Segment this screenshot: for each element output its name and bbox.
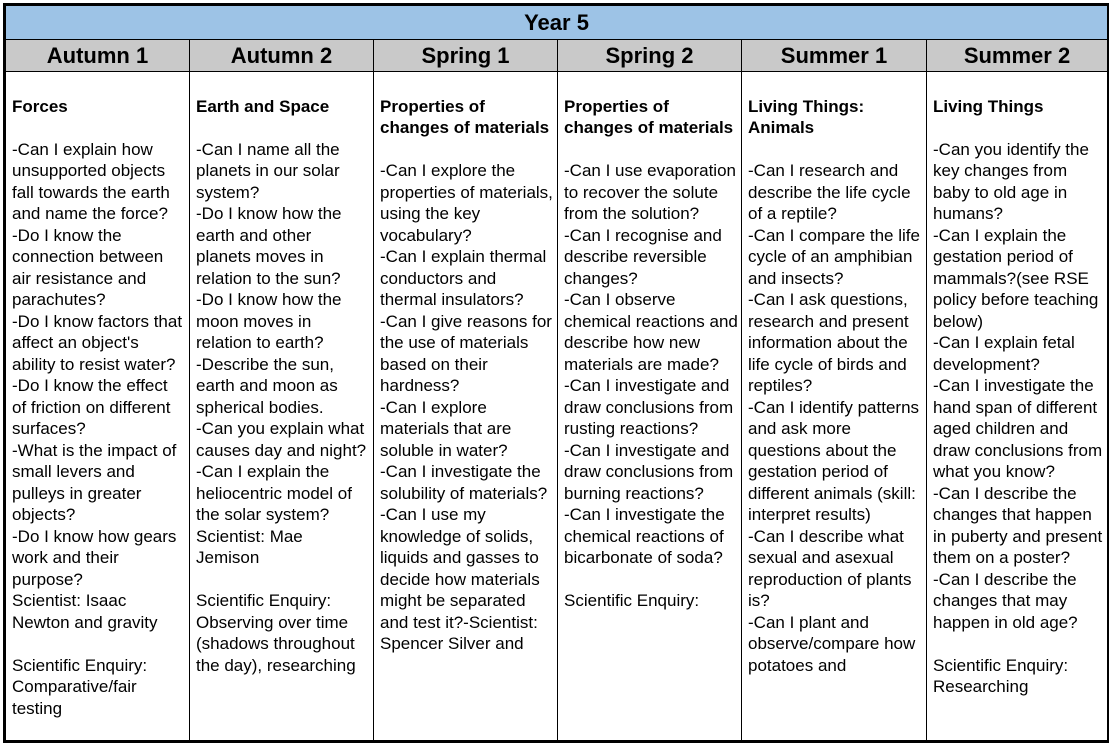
topic-heading: Forces xyxy=(12,96,68,116)
curriculum-table-frame xyxy=(3,3,1109,743)
term-header-summer-1: Summer 1 xyxy=(742,40,927,72)
term-cell-autumn-2 xyxy=(190,72,374,741)
topic-questions: -Can I explore the properties of materials, using the key vocabulary? -Can I explain thermal conductors and thermal insulators? -Can I give reasons for the use of materials based on their hardness? -Can I explore materials that are soluble in water? -Can I investigate the solubility of materials? -Can I use my knowledge of solids, liquids and gasses to decide how materials might be separated and test it?-Scientist: Spencer Silver and xyxy=(380,161,553,653)
curriculum-table xyxy=(5,5,1108,741)
year-title: Year 5 xyxy=(6,6,1108,40)
term-cell-autumn-1 xyxy=(6,72,190,741)
term-header-autumn-2: Autumn 2 xyxy=(190,40,374,72)
term-cell-spring-1 xyxy=(374,72,558,741)
topic-heading: Living Things xyxy=(933,96,1044,116)
topic-questions: -Can I research and describe the life cycle of a reptile? -Can I compare the life cycle of an amphibian and insects? -Can I ask questions, research and present information about the life cycle of birds and reptiles? -Can I identify patterns and ask more questions about the gestation period of different animals (skill: interpret results) -Can I describe what sexual and asexual reproduction of plants is? -Can I plant and observe/compare how potatoes and xyxy=(748,161,920,675)
term-cell-summer-1 xyxy=(742,72,927,741)
term-cell-spring-2 xyxy=(558,72,742,741)
topic-heading: Properties of changes of materials xyxy=(564,96,734,137)
topic-questions: -Can I explain how unsupported objects fall towards the earth and name the force? -Do I know the connection between air resistance and parachutes? -Do I know factors that affect an object's ability to resist water? -Do I know the effect of friction on different surfaces? -What is the impact of small levers and pulleys in greater objects? -Do I know how gears work and their purpose? Scientist: Isaac Newton and gravity Scientific Enquiry: Comparative/fair testing xyxy=(12,139,183,718)
topic-heading: Properties of changes of materials xyxy=(380,96,550,137)
term-header-spring-1: Spring 1 xyxy=(374,40,558,72)
topic-heading: Earth and Space xyxy=(196,96,330,116)
term-cell-summer-2 xyxy=(927,72,1108,741)
term-header-spring-2: Spring 2 xyxy=(558,40,742,72)
topic-questions: -Can you identify the key changes from baby to old age in humans? -Can I explain the gestation period of mammals?(see RSE policy before teaching below) -Can I explain fetal development? -Can I investigate the hand span of different aged children and draw conclusions from what you know? -Can I describe the changes that happen in puberty and present them on a poster? -Can I describe the changes that may happen in old age? Scientific Enquiry: Researching xyxy=(933,139,1103,696)
topic-questions: -Can I use evaporation to recover the solute from the solution? -Can I recognise and describe reversible changes? -Can I observe chemical reactions and describe how new materials are made? -Can I investigate and draw conclusions from rusting reactions? -Can I investigate and draw conclusions from burning reactions? -Can I investigate the chemical reactions of bicarbonate of soda? Scientific Enquiry: xyxy=(564,161,738,610)
term-header-summer-2: Summer 2 xyxy=(927,40,1108,72)
topic-questions: -Can I name all the planets in our solar system? -Do I know how the earth and other planets moves in relation to the sun? -Do I know how the moon moves in relation to earth? -Describe the sun, earth and moon as spherical bodies. -Can you explain what causes day and night? -Can I explain the heliocentric model of the solar system? Scientist: Mae Jemison Scientific Enquiry: Observing over time (shadows throughout the day), researching xyxy=(196,139,367,675)
term-header-autumn-1: Autumn 1 xyxy=(6,40,190,72)
topic-heading: Living Things: Animals xyxy=(748,96,865,137)
